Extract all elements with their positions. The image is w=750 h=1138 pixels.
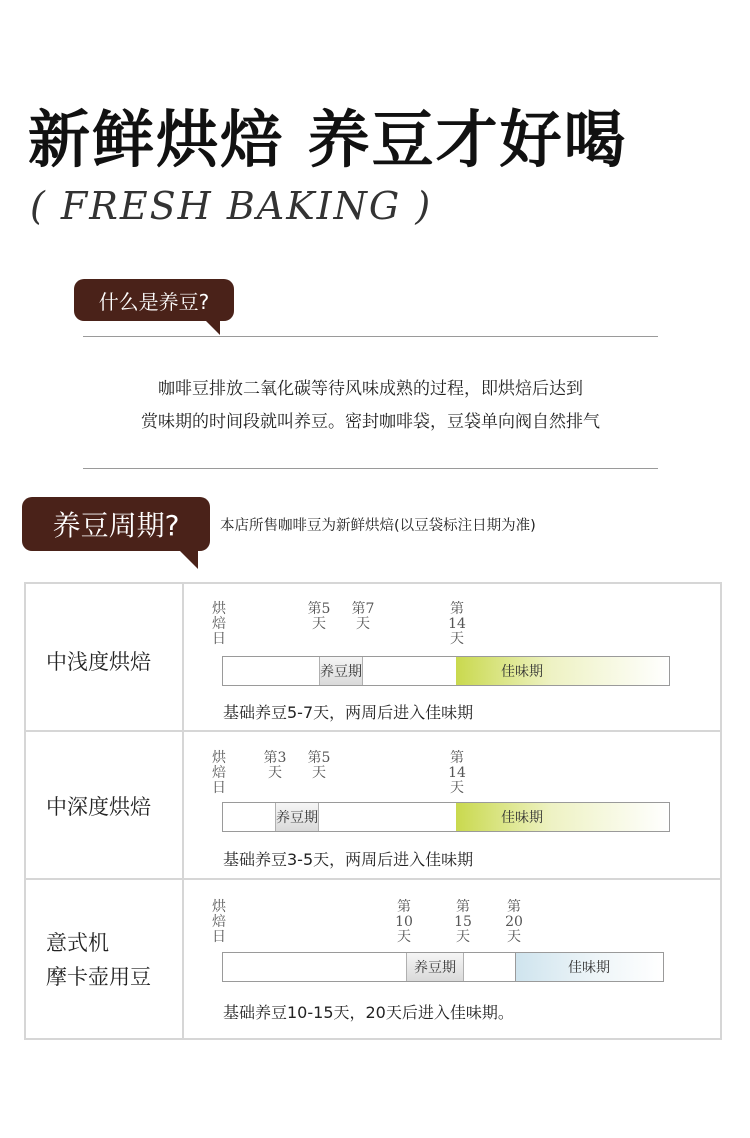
row-note: 基础养豆10-15天，20天后进入佳味期。 — [223, 1003, 514, 1022]
page-subtitle: ( FRESH BAKING ) — [30, 184, 433, 228]
row-note: 基础养豆3-5天，两周后进入佳味期 — [223, 850, 474, 869]
divider — [83, 336, 658, 337]
row-label: 中浅度烘焙 — [46, 650, 151, 674]
cycle-bubble — [22, 497, 210, 551]
bubble-tail — [206, 321, 220, 335]
day-marker: 第15天 — [454, 899, 472, 945]
aging-period-label: 养豆期 — [320, 664, 362, 680]
day-marker: 第10天 — [395, 899, 413, 945]
start-marker: 烘焙日 — [212, 601, 226, 647]
bubble-tail — [180, 551, 198, 569]
start-marker: 烘焙日 — [212, 750, 226, 796]
timeline-bar — [222, 802, 670, 832]
description-line-2: 赏味期的时间段就叫养豆。密封咖啡袋，豆袋单向阀自然排气 — [141, 412, 600, 432]
row-label-line-2: 摩卡壶用豆 — [46, 965, 151, 989]
start-marker: 烘焙日 — [212, 899, 226, 945]
row-divider — [26, 730, 720, 732]
row-divider — [26, 878, 720, 880]
what-is-yangdou-bubble — [74, 279, 234, 321]
day-marker: 第5天 — [307, 601, 331, 632]
aging-period-label: 养豆期 — [414, 960, 456, 976]
timeline-bar — [222, 952, 664, 982]
day-marker: 第3天 — [263, 750, 287, 781]
day-marker: 第14天 — [448, 750, 466, 796]
description-line-1: 咖啡豆排放二氧化碳等待风味成熟的过程，即烘焙后达到 — [158, 379, 583, 399]
bubble-label: 养豆周期? — [52, 509, 180, 542]
aging-cycle-table — [24, 582, 722, 1040]
aging-period-label: 养豆期 — [276, 810, 318, 826]
ideal-period-label: 佳味期 — [568, 960, 610, 976]
ideal-period-label: 佳味期 — [501, 810, 543, 826]
page-title: 新鲜烘焙 养豆才好喝 — [28, 103, 628, 176]
freshness-note: 本店所售咖啡豆为新鲜烘焙(以豆袋标注日期为准) — [220, 518, 536, 534]
day-marker: 第7天 — [351, 601, 375, 632]
row-label-line-1: 意式机 — [46, 931, 109, 955]
bubble-label: 什么是养豆? — [98, 289, 210, 314]
day-marker: 第20天 — [505, 899, 523, 945]
row-label: 中深度烘焙 — [46, 795, 151, 819]
timeline-bar — [222, 656, 670, 686]
ideal-period-label: 佳味期 — [501, 664, 543, 680]
column-divider — [182, 584, 184, 1038]
day-marker: 第5天 — [307, 750, 331, 781]
divider — [83, 468, 658, 469]
row-note: 基础养豆5-7天，两周后进入佳味期 — [223, 703, 474, 722]
day-marker: 第14天 — [448, 601, 466, 647]
